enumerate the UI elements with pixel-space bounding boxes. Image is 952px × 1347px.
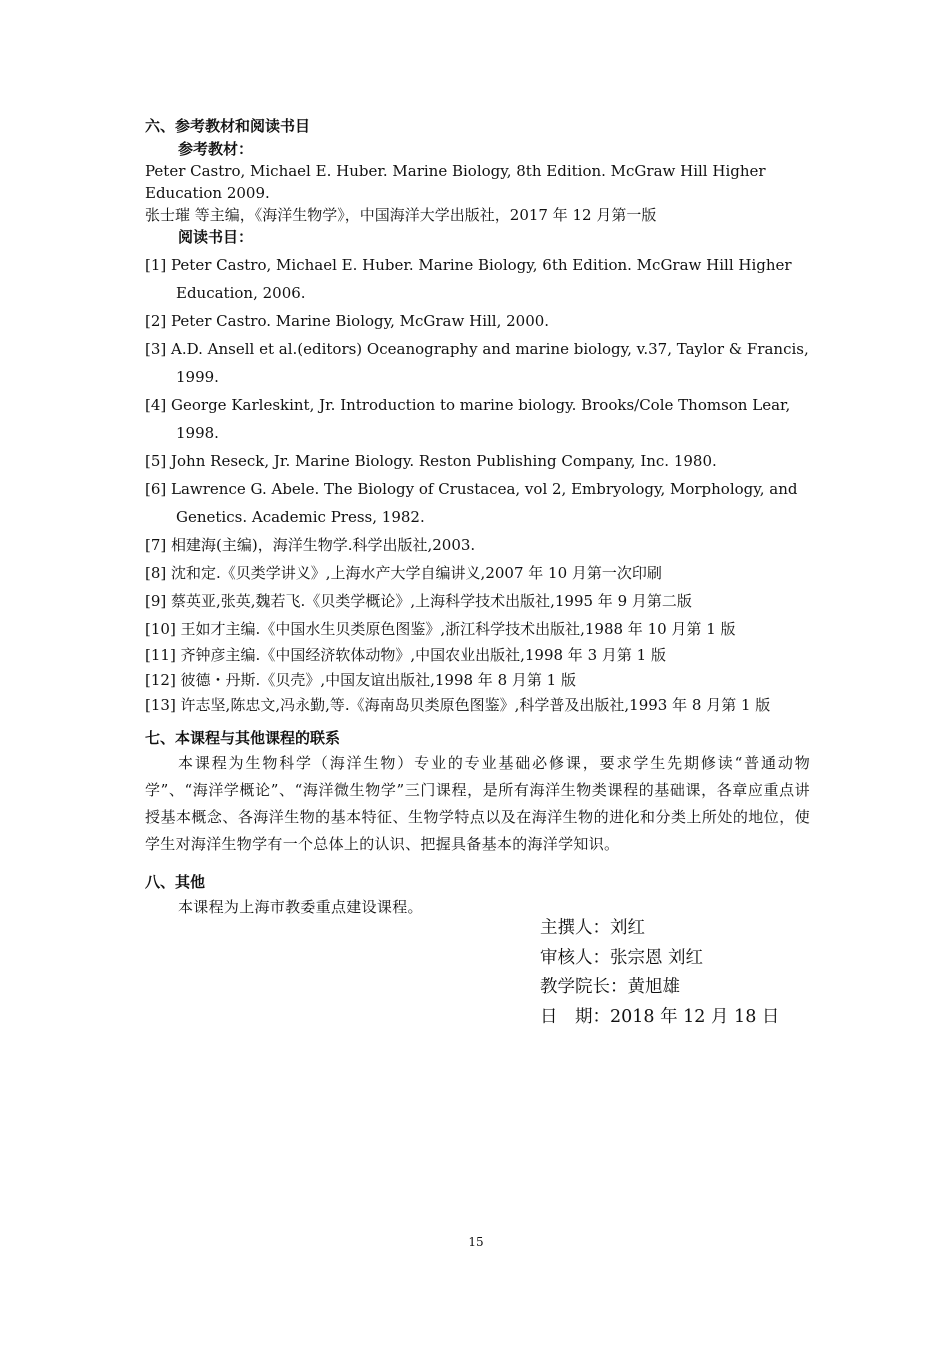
section8-paragraph: 本课程为上海市教委重点建设课程。	[178, 898, 423, 916]
textbook-1: Peter Castro, Michael E. Huber. Marine Biology, 8th Edition. McGraw Hill Higher Education 2009.	[145, 162, 766, 202]
reading-item-10: [10] 王如才主编.《中国水生贝类原色图鉴》,浙江科学技术出版社,1988 年 10 月第 1 版	[145, 620, 736, 638]
reading-item-3: [3] A.D. Ansell et al.(editors) Oceanography and marine biology, v.37, Taylor & Francis, 1999.	[145, 340, 809, 386]
signature-author: 主撰人：刘红	[540, 918, 645, 938]
section6-title: 六、参考教材和阅读书目	[145, 117, 311, 135]
textbook-2: 张士璀 等主编，《海洋生物学》，中国海洋大学出版社，2017 年 12 月第一版	[145, 206, 657, 224]
reading-item-11: [11] 齐钟彦主编.《中国经济软体动物》,中国农业出版社,1998 年 3 月第 1 版	[145, 646, 666, 664]
reading-item-12: [12] 彼德・丹斯.《贝壳》,中国友谊出版社,1998 年 8 月第 1 版	[145, 671, 576, 689]
page-number: 15	[468, 1235, 484, 1249]
signature-dean: 教学院长：黄旭雄	[540, 977, 680, 997]
section7-title: 七、本课程与其他课程的联系	[145, 729, 341, 747]
reading-item-2: [2] Peter Castro. Marine Biology, McGraw Hill, 2000.	[145, 312, 550, 330]
reading-item-5: [5] John Reseck, Jr. Marine Biology. Reston Publishing Company, Inc. 1980.	[145, 452, 717, 470]
signature-reviewer: 审核人：张宗恩 刘红	[540, 947, 704, 968]
reading-item-1: [1] Peter Castro, Michael E. Huber. Marine Biology, 6th Edition. McGraw Hill Higher Education, 2006.	[145, 256, 792, 302]
reading-heading: 阅读书目：	[178, 228, 254, 246]
page-content	[145, 114, 810, 921]
section7-paragraph: 本课程为生物科学（海洋生物）专业的专业基础必修课，要求学生先期修读“普通动物学”、“海洋学概论”、“海洋微生物学”三门课程，是所有海洋生物类课程的基础课，各章应重点讲授基本概念、各海洋生物的基本特征、生物学特点以及在海洋生物的进化和分类上所处的地位，使学生对海洋生物学有一个总体上的认识、把握具备基本的海洋学知识。	[145, 754, 810, 853]
signature-block	[540, 914, 840, 1032]
reading-item-6: [6] Lawrence G. Abele. The Biology of Crustacea, vol 2, Embryology, Morphology, and Genetics. Academic Press, 1982.	[145, 480, 798, 526]
textbook-heading: 参考教材：	[178, 140, 254, 158]
reading-item-7: [7] 相建海(主编)，海洋生物学.科学出版社,2003.	[145, 536, 476, 554]
reading-item-4: [4] George Karleskint, Jr. Introduction to marine biology. Brooks/Cole Thomson Lear, 1998.	[145, 396, 791, 442]
reading-list	[145, 251, 810, 718]
signature-date: 日 期：2018 年 12 月 18 日	[540, 1006, 780, 1027]
reading-item-13: [13] 许志坚,陈忠文,冯永勤,等.《海南岛贝类原色图鉴》,科学普及出版社,1993 年 8 月第 1 版	[145, 696, 771, 714]
reading-item-9: [9] 蔡英亚,张英,魏若飞.《贝类学概论》,上海科学技术出版社,1995 年 9 月第二版	[145, 592, 692, 610]
section8-title: 八、其他	[145, 873, 206, 891]
reading-item-8: [8] 沈和定.《贝类学讲义》,上海水产大学自编讲义,2007 年 10 月第一次印刷	[145, 564, 662, 582]
